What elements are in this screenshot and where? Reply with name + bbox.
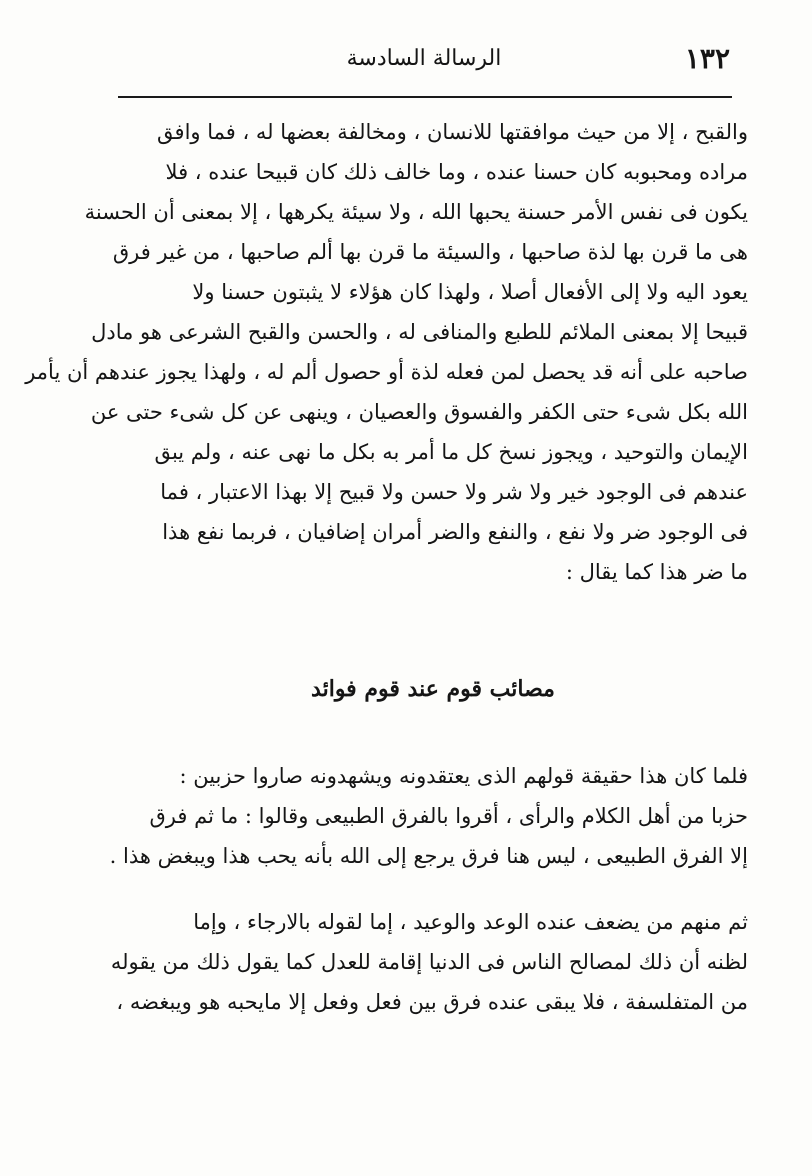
text-line: والقبح ، إلا من حيث موافقتها للانسان ، ومخالفة بعضها له ، فما وافق [157,120,748,144]
header-rule [118,96,732,98]
text-line: إلا الفرق الطبيعى ، ليس هنا فرق يرجع إلى الله بأنه يحب هذا ويبغض هذا . [109,844,748,868]
text-line: الإيمان والتوحيد ، ويجوز نسخ كل ما أمر به بكل ما نهى عنه ، ولم يبق [154,440,748,464]
text-line: حزبا من أهل الكلام والرأى ، أقروا بالفرق الطبيعى وقالوا : ما ثم فرق [149,804,748,828]
page-number: ١٣٢ [684,42,730,75]
text-line: فلما كان هذا حقيقة قولهم الذى يعتقدونه ويشهدونه صاروا حزبين : [179,764,748,788]
text-line: مراده ومحبوبه كان حسنا عنده ، وما خالف ذلك كان قبيحا عنده ، فلا [165,160,748,184]
text-line: ما ضر هذا كما يقال : [565,560,748,584]
paragraph-1 [25,112,748,592]
paragraph-2 [109,756,748,876]
text-line: ثم منهم من يضعف عنده الوعد والوعيد ، إما لقوله بالارجاء ، وإما [193,910,748,934]
text-line: عندهم فى الوجود خير ولا شر ولا حسن ولا قبيح إلا بهذا الاعتبار ، فما [160,480,748,504]
paragraph-3 [110,902,748,1022]
text-line: فى الوجود ضر ولا نفع ، والنفع والضر أمران إضافيان ، فربما نفع هذا [162,520,748,544]
text-line: من المتفلسفة ، فلا يبقى عنده فرق بين فعل وفعل إلا مايحبه هو ويبغضه ، [116,990,748,1014]
running-title: الرسالة السادسة [346,46,502,71]
text-line: هى ما قرن بها لذة صاحبها ، والسيئة ما قرن بها ألم صاحبها ، من غير فرق [112,240,748,264]
page-header [118,38,730,88]
text-line: الله بكل شىء حتى الكفر والفسوق والعصيان ، وينهى عن كل شىء حتى عن [90,400,748,424]
section-heading: مصائب قوم عند قوم فوائد [311,676,555,702]
text-line: يكون فى نفس الأمر حسنة يحبها الله ، ولا سيئة يكرهها ، إلا بمعنى أن الحسنة [84,200,748,224]
text-line: قبيحا إلا بمعنى الملائم للطبع والمنافى له ، والحسن والقبح الشرعى هو مادل [91,320,748,344]
text-line: صاحبه على أنه قد يحصل لمن فعله لذة أو حصول ألم له ، ولهذا يجوز عندهم أن يأمر [25,360,748,384]
text-line: يعود اليه ولا إلى الأفعال أصلا ، ولهذا كان هؤلاء لا يثبتون حسنا ولا [192,280,748,304]
text-line: لظنه أن ذلك لمصالح الناس فى الدنيا إقامة للعدل كما يقول ذلك من يقوله [110,950,748,974]
